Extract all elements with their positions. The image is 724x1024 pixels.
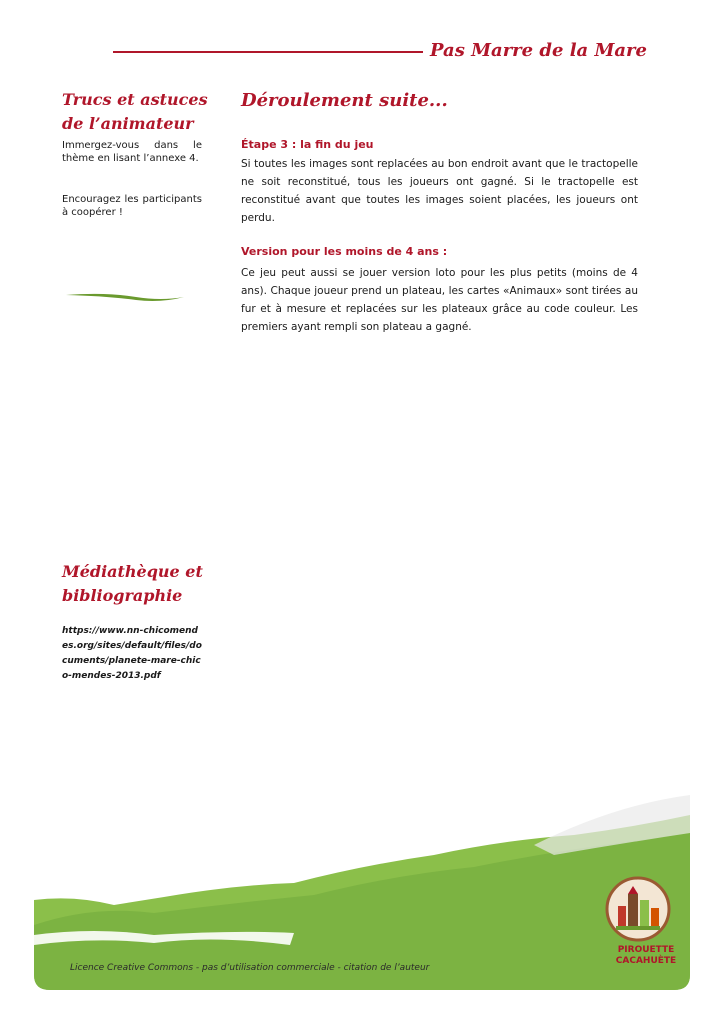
section-title: Déroulement suite... xyxy=(241,90,448,111)
step3-heading: Étape 3 : la fin du jeu xyxy=(241,138,374,151)
page-header-title: Pas Marre de la Mare xyxy=(430,40,647,61)
logo-wordmark xyxy=(596,945,696,967)
media-title: Médiathèque et bibliographie xyxy=(62,562,203,605)
version-paragraph: Ce jeu peut aussi se jouer version loto pour les plus petits (moins de 4 ans). Chaque joueur prend un plateau, les cartes «Animaux» sont tirées au fur et à mesure et replacées sur les plateaux grâce au code couleur. Les premiers ayant rempli son plateau a gagné. xyxy=(241,267,638,333)
tips-paragraph-2: Encouragez les participants à coopérer ! xyxy=(62,194,202,218)
license-text: Licence Creative Commons - pas d’utilisation commerciale - citation de l’auteur xyxy=(70,963,430,973)
pirouette-cacahuete-logo-icon xyxy=(604,876,672,942)
header-rule xyxy=(113,51,423,53)
footer-green-hill xyxy=(34,785,690,990)
logo-line-1: PIROUETTE xyxy=(617,945,675,955)
tips-title: Trucs et astuces de l’animateur xyxy=(62,90,208,133)
tips-paragraph-1: Immergez-vous dans le thème en lisant l’annexe 4. xyxy=(62,140,202,164)
step3-paragraph: Si toutes les images sont replacées au bon endroit avant que le tractopelle ne soit reconstitué, tous les joueurs ont gagné. Si le tractopelle est reconstitué avant que toutes les images soient placées, les joueurs ont perdu. xyxy=(241,158,638,224)
leaf-divider-icon xyxy=(66,288,186,304)
logo-line-2: CACAHUÈTE xyxy=(615,956,677,966)
version-heading: Version pour les moins de 4 ans : xyxy=(241,245,448,258)
bibliography-link[interactable]: https://www.nn-chicomendes.org/sites/default/files/documents/planete-mare-chico-mendes-2013.pdf xyxy=(62,626,202,681)
